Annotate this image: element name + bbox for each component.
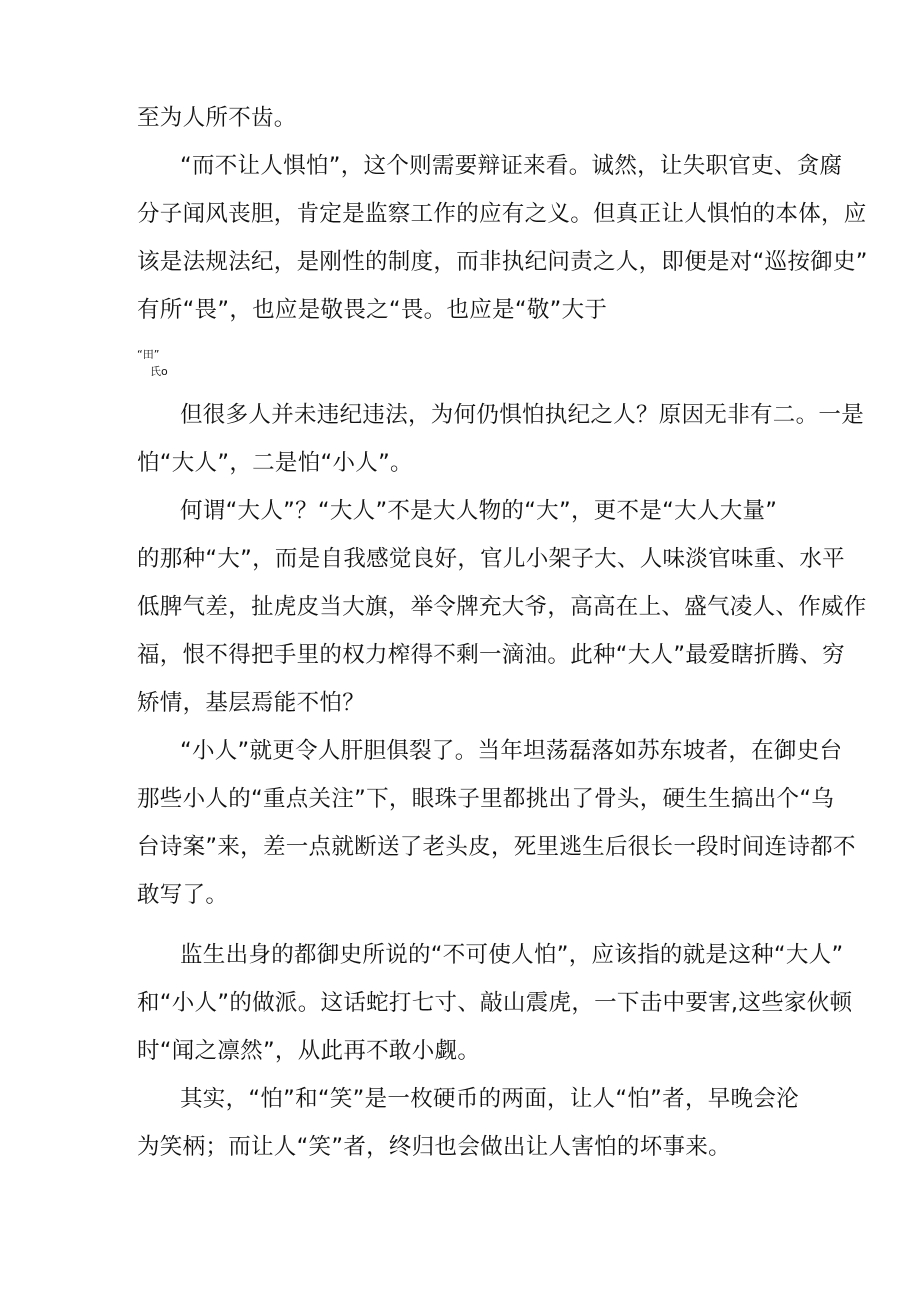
text-line: 该是法规法纪，是刚性的制度，而非执纪问责之人，即便是对“巡按御史”: [137, 249, 868, 275]
text-line: 监生出身的都御史所说的“不可使人怕”，应该指的就是这种“大人”: [180, 942, 844, 968]
text-line: 台诗案”来，差一点就断送了老头皮，死里逃生后很长一段时间连诗都不: [137, 834, 856, 860]
text-line: 矫情，基层焉能不怕？: [137, 690, 366, 716]
text-line: “而不让人惧怕”，这个则需要辩证来看。诚然，让失职官吏、贪腐: [180, 153, 843, 179]
text-line: 敢写了。: [137, 882, 229, 908]
text-line: “小人”就更令人肝胆俱裂了。当年坦荡磊落如苏东坡者，在御史台: [180, 738, 843, 764]
text-line: 和“小人”的做派。这话蛇打七寸、敲山震虎，一下击中要害,这些家伙顿: [137, 990, 853, 1016]
text-line: 的那种“大”，而是自我感觉良好，官儿小架子大、人味淡官味重、水平: [137, 546, 845, 572]
text-line: 其实，“怕”和“笑”是一枚硬币的两面，让人“怕”者，早晚会沦: [180, 1086, 799, 1112]
text-line: 福，恨不得把手里的权力榨得不剩一滴油。此种“大人”最爱瞎折腾、穷: [137, 642, 845, 668]
text-line: 怕“大人”，二是怕“小人”。: [137, 450, 413, 476]
text-line: 但很多人并未违纪违法，为何仍惧怕执纪之人？原因无非有二。一是: [180, 402, 865, 428]
text-line: 低脾气差，扯虎皮当大旗，举令牌充大爷，高高在上、盛气凌人、作威作: [137, 594, 867, 620]
text-line: 为笑柄；而让人“笑”者，终归也会做出让人害怕的坏事来。: [137, 1134, 731, 1160]
text-line: 至为人所不齿。: [137, 105, 297, 131]
text-line: 有所“畏”，也应是敬畏之“畏。也应是“敬”大于: [137, 297, 608, 323]
small-note: 氏o: [150, 365, 168, 378]
text-line: 那些小人的“重点关注”下，眼珠子里都挑出了骨头，硬生生搞出个“乌: [137, 786, 835, 812]
small-note: “田”: [137, 348, 160, 361]
text-line: 何谓“大人”？“大人”不是大人物的“大”，更不是“大人大量”: [180, 498, 778, 524]
text-line: 分子闻风丧胆，肯定是监察工作的应有之义。但真正让人惧怕的本体，应: [137, 201, 867, 227]
text-line: 时“闻之凛然”，从此再不敢小觑。: [137, 1038, 481, 1064]
